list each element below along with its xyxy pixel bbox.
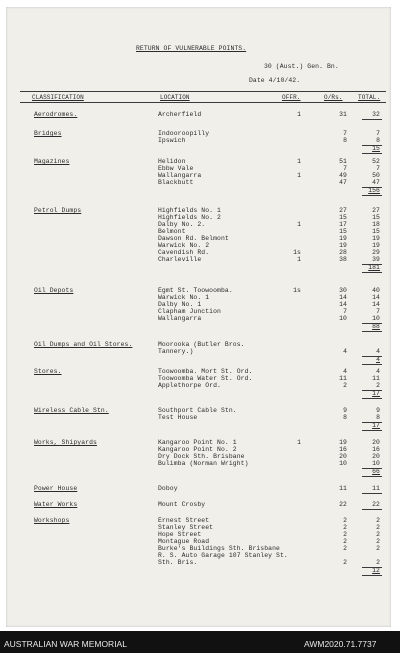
row-location: R. S. Auto Garage 107 Stanley St. — [158, 552, 288, 559]
section-subtotal: 15 — [372, 145, 380, 152]
row-total: 47 — [372, 179, 380, 186]
row-ors: 49 — [339, 172, 347, 179]
section-classification: Magazines — [34, 158, 70, 165]
section-subtotal: 17 — [372, 390, 380, 397]
row-location: Helidon — [158, 158, 186, 165]
row-total: 2 — [376, 538, 380, 545]
row-total: 27 — [372, 207, 380, 214]
row-total: 7 — [376, 308, 380, 315]
row-ors: 10 — [339, 460, 347, 467]
row-ors: 14 — [339, 294, 347, 301]
row-ors: 4 — [343, 368, 347, 375]
row-ors: 7 — [343, 308, 347, 315]
row-offrs: 1s — [293, 249, 301, 256]
row-ors: 2 — [343, 517, 347, 524]
row-total: 50 — [372, 172, 380, 179]
row-location: Sth. Bris. — [158, 559, 198, 566]
row-ors: 7 — [343, 165, 347, 172]
row-ors: 51 — [339, 158, 347, 165]
section-total-rule — [362, 509, 382, 510]
row-offrs: 1s — [293, 287, 301, 294]
section-subtotal-rule — [362, 331, 382, 332]
section-total-rule — [362, 119, 382, 120]
row-total: 2 — [376, 524, 380, 531]
row-total: 8 — [376, 137, 380, 144]
row-ors: 2 — [343, 545, 347, 552]
section-subtotal: 181 — [368, 264, 380, 271]
row-location: Toowoomba Water St. Ord. — [158, 375, 253, 382]
section-classification: Stores. — [34, 368, 62, 375]
row-location: Kangaroo Point No. 1 — [158, 439, 237, 446]
row-location: Wallangarra — [158, 172, 202, 179]
section-subtotal: 88 — [372, 323, 380, 330]
row-location: Southport Cable Stn. — [158, 407, 237, 414]
row-total: 11 — [372, 375, 380, 382]
row-total: 2 — [376, 531, 380, 538]
column-header-ors: O/Rs. — [324, 94, 343, 101]
section-classification: Bridges — [34, 130, 62, 137]
row-location: Moorooka (Butler Bros. — [158, 341, 245, 348]
footer-institution: AUSTRALIAN WAR MEMORIAL — [4, 639, 127, 649]
row-ors: 9 — [343, 407, 347, 414]
row-total: 32 — [372, 111, 380, 118]
row-total: 10 — [372, 460, 380, 467]
row-offrs: 1 — [297, 221, 301, 228]
section-subtotal-rule — [362, 476, 382, 477]
row-location: Wallangarra — [158, 315, 202, 322]
row-offrs: 1 — [297, 256, 301, 263]
section-classification: Oil Depots — [34, 287, 74, 294]
row-ors: 22 — [339, 501, 347, 508]
row-total: 8 — [376, 414, 380, 421]
unit-name: 30 (Aust.) Gen. Bn. — [264, 63, 339, 70]
section-classification: Oil Dumps and Oil Stores. — [34, 341, 133, 348]
footer-bar — [0, 631, 400, 653]
row-ors: 30 — [339, 287, 347, 294]
row-location: Ebbw Vale — [158, 165, 194, 172]
row-ors: 28 — [339, 249, 347, 256]
row-total: 11 — [372, 485, 380, 492]
document-sheet — [6, 7, 391, 627]
row-location: Dry Dock Sth. Brisbane — [158, 453, 245, 460]
row-location: Dawson Rd. Belmont — [158, 235, 229, 242]
row-ors: 17 — [339, 221, 347, 228]
row-ors: 19 — [339, 235, 347, 242]
row-location: Test House — [158, 414, 198, 421]
row-location: Dalby No. 2. — [158, 221, 206, 228]
row-total: 19 — [372, 235, 380, 242]
row-ors: 38 — [339, 256, 347, 263]
row-ors: 8 — [343, 414, 347, 421]
section-classification: Aerodromes. — [34, 111, 78, 118]
row-total: 4 — [376, 348, 380, 355]
row-ors: 2 — [343, 559, 347, 566]
row-total: 20 — [372, 439, 380, 446]
row-ors: 14 — [339, 301, 347, 308]
row-location: Belmont — [158, 228, 186, 235]
row-offrs: 1 — [297, 172, 301, 179]
row-total: 39 — [372, 256, 380, 263]
row-total: 7 — [376, 165, 380, 172]
row-total: 2 — [376, 382, 380, 389]
row-location: Mount Crosby — [158, 501, 206, 508]
row-location: Ipswich — [158, 137, 186, 144]
row-total: 14 — [372, 301, 380, 308]
row-total: 10 — [372, 315, 380, 322]
row-ors: 2 — [343, 382, 347, 389]
row-location: Highfields No. 2 — [158, 214, 221, 221]
row-total: 2 — [376, 545, 380, 552]
row-ors: 20 — [339, 453, 347, 460]
column-header-location: LOCATION — [160, 94, 190, 101]
section-subtotal: 156 — [368, 187, 380, 194]
section-subtotal-rule — [362, 272, 382, 273]
row-total: 2 — [376, 559, 380, 566]
row-location: Montague Road — [158, 538, 210, 545]
row-total: 2 — [376, 517, 380, 524]
column-header-classification: CLASSIFICATION — [32, 94, 84, 101]
row-location: Tannery.) — [158, 348, 194, 355]
row-ors: 16 — [339, 446, 347, 453]
section-subtotal-rule — [362, 575, 382, 576]
row-total: 19 — [372, 242, 380, 249]
row-location: Stanley Street — [158, 524, 214, 531]
row-location: Ernest Street — [158, 517, 210, 524]
column-header-total: TOTAL. — [358, 94, 381, 101]
section-classification: Workshops — [34, 517, 70, 524]
row-ors: 11 — [339, 375, 347, 382]
row-total: 52 — [372, 158, 380, 165]
row-location: Bulimba (Norman Wright) — [158, 460, 249, 467]
row-total: 16 — [372, 446, 380, 453]
footer-accession: AWM2020.71.7737 — [304, 639, 377, 649]
row-ors: 31 — [339, 111, 347, 118]
row-location: Toowoomba. Mort St. Ord. — [158, 368, 253, 375]
document-date: Date 4/10/42. — [249, 77, 301, 84]
row-location: Egmt St. Toowoomba. — [158, 287, 233, 294]
section-subtotal: 17 — [372, 422, 380, 429]
row-location: Hope Street — [158, 531, 202, 538]
header-bottom-rule — [20, 102, 386, 103]
section-subtotal-rule — [362, 398, 382, 399]
row-location: Dalby No. 1 — [158, 301, 202, 308]
row-location: Doboy — [158, 485, 178, 492]
row-total: 18 — [372, 221, 380, 228]
row-offrs: 1 — [297, 111, 301, 118]
header-top-rule — [20, 91, 386, 92]
row-total: 40 — [372, 287, 380, 294]
section-subtotal-rule — [362, 430, 382, 431]
row-ors: 27 — [339, 207, 347, 214]
row-location: Warwick No. 1 — [158, 294, 210, 301]
section-subtotal: 12 — [372, 567, 380, 574]
row-ors: 2 — [343, 538, 347, 545]
section-subtotal: 66 — [372, 468, 380, 475]
row-location: Archerfield — [158, 111, 202, 118]
column-header-offrs: OFFR. — [282, 94, 301, 101]
row-location: Burke's Buildings Sth. Brisbane — [158, 545, 280, 552]
row-ors: 10 — [339, 315, 347, 322]
row-ors: 19 — [339, 242, 347, 249]
row-location: Highfields No. 1 — [158, 207, 221, 214]
section-classification: Wireless Cable Stn. — [34, 407, 109, 414]
row-ors: 11 — [339, 485, 347, 492]
section-classification: Works, Shipyards — [34, 439, 97, 446]
row-location: Blackbutt — [158, 179, 194, 186]
row-ors: 4 — [343, 348, 347, 355]
row-offrs: 1 — [297, 158, 301, 165]
row-total: 22 — [372, 501, 380, 508]
row-offrs: 1 — [297, 439, 301, 446]
row-total: 9 — [376, 407, 380, 414]
section-classification: Water Works — [34, 501, 78, 508]
section-classification: Petrol Dumps — [34, 207, 82, 214]
row-total: 7 — [376, 130, 380, 137]
row-location: Applethorpe Ord. — [158, 382, 221, 389]
row-ors: 47 — [339, 179, 347, 186]
row-total: 14 — [372, 294, 380, 301]
row-total: 20 — [372, 453, 380, 460]
section-subtotal-rule — [362, 195, 382, 196]
row-ors: 8 — [343, 137, 347, 144]
section-subtotal-rule — [362, 153, 382, 154]
row-ors: 7 — [343, 130, 347, 137]
row-ors: 15 — [339, 214, 347, 221]
row-location: Indooroopilly — [158, 130, 210, 137]
section-subtotal: 4 — [376, 356, 380, 363]
document-title: RETURN OF VULNERABLE POINTS. — [136, 45, 247, 52]
row-location: Kangaroo Point No. 2 — [158, 446, 237, 453]
row-ors: 2 — [343, 524, 347, 531]
section-classification: Power House — [34, 485, 78, 492]
row-total: 4 — [376, 368, 380, 375]
row-total: 29 — [372, 249, 380, 256]
row-location: Clapham Junction — [158, 308, 221, 315]
row-location: Warwick No. 2 — [158, 242, 210, 249]
section-subtotal-rule — [362, 364, 382, 365]
row-ors: 15 — [339, 228, 347, 235]
section-total-rule — [362, 493, 382, 494]
row-ors: 19 — [339, 439, 347, 446]
row-ors: 2 — [343, 531, 347, 538]
row-location: Charleville — [158, 256, 202, 263]
row-location: Cavendish Rd. — [158, 249, 210, 256]
row-total: 15 — [372, 214, 380, 221]
row-total: 15 — [372, 228, 380, 235]
